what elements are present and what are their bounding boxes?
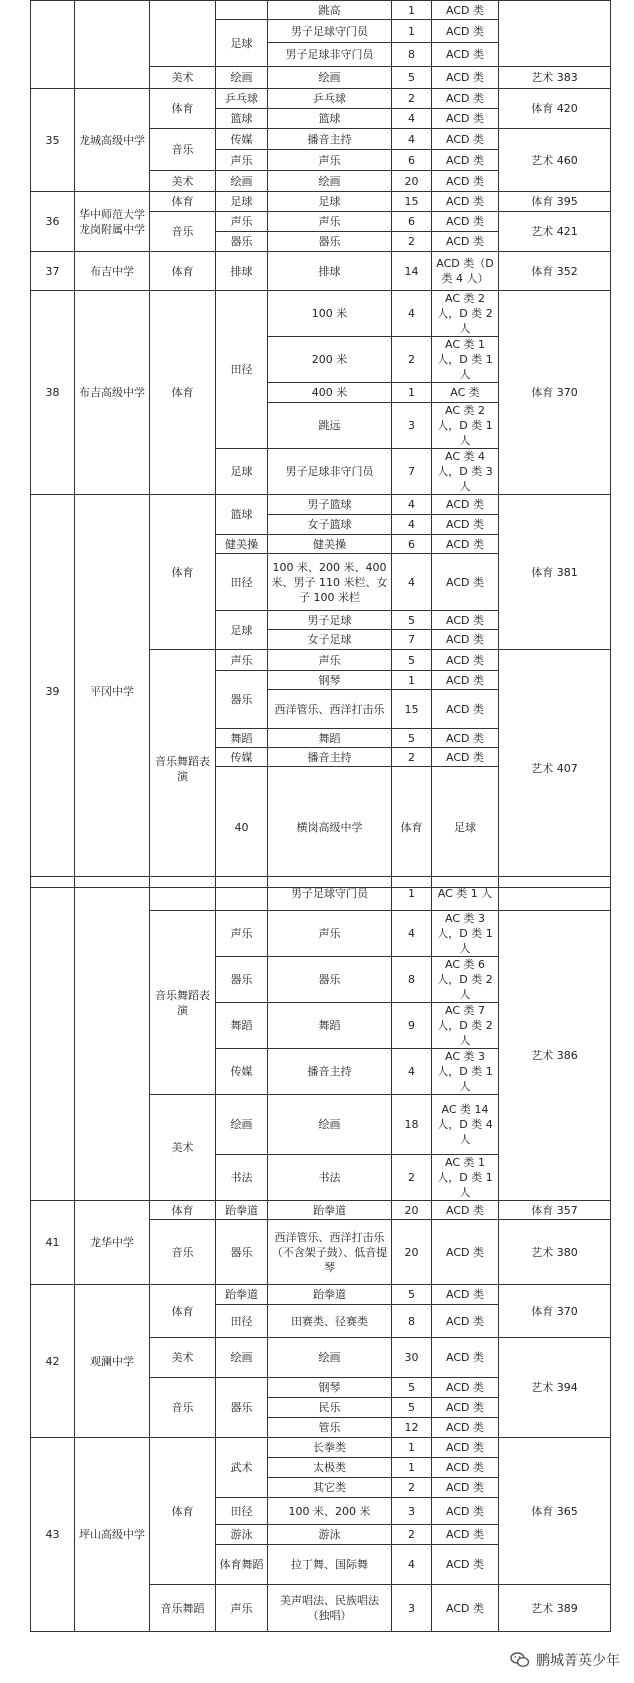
quota-cell: 3 bbox=[392, 1498, 432, 1525]
project-cell: 播音主持 bbox=[268, 1049, 392, 1095]
type-cell: ACD 类 bbox=[432, 611, 499, 630]
subcategory-cell bbox=[216, 877, 268, 911]
project-cell: 健美操 bbox=[268, 535, 392, 554]
subcategory-cell: 舞蹈 bbox=[216, 729, 268, 748]
subcategory-cell: 田径 bbox=[216, 291, 268, 449]
project-cell: 绘画 bbox=[268, 67, 392, 89]
subcategory-cell: 绘画 bbox=[216, 171, 268, 192]
school-name-cell: 观澜中学 bbox=[75, 1285, 150, 1438]
type-cell: ACD 类（D 类 4 人） bbox=[432, 252, 499, 291]
quota-cell: 4 bbox=[392, 515, 432, 535]
category-cell bbox=[150, 1, 216, 67]
quota-cell: 5 bbox=[392, 67, 432, 89]
score-cell: 艺术 380 bbox=[499, 1220, 611, 1285]
quota-cell: 14 bbox=[392, 252, 432, 291]
type-cell: ACD 类 bbox=[432, 1285, 499, 1305]
project-cell: 男子足球守门员 bbox=[268, 877, 392, 911]
subcategory-cell: 声乐 bbox=[216, 1585, 268, 1632]
quota-cell: 4 bbox=[392, 495, 432, 515]
quota-cell: 6 bbox=[392, 212, 432, 232]
type-cell: ACD 类 bbox=[432, 1478, 499, 1498]
project-cell: 女子篮球 bbox=[268, 515, 392, 535]
school-name-cell bbox=[75, 877, 150, 1201]
subcategory-cell: 声乐 bbox=[216, 150, 268, 171]
quota-cell: 2 bbox=[392, 748, 432, 767]
project-cell: 西洋管乐、西洋打击乐 bbox=[268, 690, 392, 729]
project-cell: 播音主持 bbox=[268, 748, 392, 767]
subcategory-cell: 器乐 bbox=[216, 957, 268, 1003]
category-cell: 美术 bbox=[150, 1338, 216, 1378]
quota-cell: 1 bbox=[392, 1438, 432, 1458]
school-number-cell: 40 bbox=[216, 767, 268, 888]
quota-cell: 7 bbox=[392, 630, 432, 650]
quota-cell: 3 bbox=[392, 403, 432, 449]
subcategory-cell: 足球 bbox=[216, 192, 268, 212]
score-cell: 艺术 407 bbox=[499, 650, 611, 888]
project-cell: 舞蹈 bbox=[268, 729, 392, 748]
project-cell: 200 米 bbox=[268, 337, 392, 383]
type-cell: ACD 类 bbox=[432, 150, 499, 171]
project-cell: 钢琴 bbox=[268, 671, 392, 690]
score-cell: 体育 357 bbox=[499, 1201, 611, 1220]
type-cell: ACD 类 bbox=[432, 1220, 499, 1285]
quota-cell: 1 bbox=[392, 1458, 432, 1478]
project-cell: 女子足球 bbox=[268, 630, 392, 650]
quota-cell: 15 bbox=[392, 690, 432, 729]
school-name-cell: 布吉高级中学 bbox=[75, 291, 150, 495]
project-cell: 男子足球 bbox=[268, 611, 392, 630]
type-cell: ACD 类 bbox=[432, 748, 499, 767]
quota-cell: 5 bbox=[392, 729, 432, 748]
score-cell: 体育 370 bbox=[499, 1285, 611, 1338]
subcategory-cell: 体育舞蹈 bbox=[216, 1545, 268, 1585]
school-name-cell: 龙华中学 bbox=[75, 1201, 150, 1285]
subcategory-cell: 足球 bbox=[216, 611, 268, 650]
school-name-cell: 龙城高级中学 bbox=[75, 89, 150, 192]
project-cell: 太极类 bbox=[268, 1458, 392, 1478]
quota-cell: 2 bbox=[392, 1478, 432, 1498]
school-name-cell: 横岗高级中学 bbox=[268, 767, 392, 888]
school-number-cell: 35 bbox=[31, 89, 75, 192]
score-cell: 体育 352 bbox=[499, 252, 611, 291]
type-cell: ACD 类 bbox=[432, 1585, 499, 1632]
project-cell: 400 米 bbox=[268, 383, 392, 403]
type-cell: ACD 类 bbox=[432, 89, 499, 109]
type-cell: ACD 类 bbox=[432, 129, 499, 150]
quota-cell: 2 bbox=[392, 1155, 432, 1201]
score-cell: 体育 370 bbox=[499, 291, 611, 495]
type-cell: ACD 类 bbox=[432, 1525, 499, 1545]
quota-cell: 20 bbox=[392, 1201, 432, 1220]
category-cell: 体育 bbox=[392, 767, 432, 888]
quota-cell: 6 bbox=[392, 150, 432, 171]
category-cell: 体育 bbox=[150, 192, 216, 212]
project-cell: 管乐 bbox=[268, 1418, 392, 1438]
category-cell: 美术 bbox=[150, 1095, 216, 1201]
project-cell: 播音主持 bbox=[268, 129, 392, 150]
school-name-cell: 布吉中学 bbox=[75, 252, 150, 291]
subcategory-cell: 绘画 bbox=[216, 1095, 268, 1155]
type-cell: AC 类 6 人，D 类 2 人 bbox=[432, 957, 499, 1003]
table-row bbox=[31, 495, 611, 515]
quota-cell: 15 bbox=[392, 192, 432, 212]
project-cell: 游泳 bbox=[268, 1525, 392, 1545]
project-cell: 足球 bbox=[268, 192, 392, 212]
project-cell: 器乐 bbox=[268, 232, 392, 252]
wechat-icon bbox=[510, 1652, 530, 1668]
subcategory-cell: 田径 bbox=[216, 1498, 268, 1525]
type-cell: ACD 类 bbox=[432, 1418, 499, 1438]
score-cell: 体育 395 bbox=[499, 192, 611, 212]
project-cell: 男子篮球 bbox=[268, 495, 392, 515]
subcategory-cell: 器乐 bbox=[216, 232, 268, 252]
type-cell: ACD 类 bbox=[432, 212, 499, 232]
type-cell: ACD 类 bbox=[432, 1305, 499, 1338]
subcategory-cell: 武术 bbox=[216, 1438, 268, 1498]
category-cell: 音乐 bbox=[150, 212, 216, 252]
type-cell: ACD 类 bbox=[432, 171, 499, 192]
type-cell: ACD 类 bbox=[432, 630, 499, 650]
admissions-table-bottom bbox=[30, 876, 611, 1632]
category-cell: 体育 bbox=[150, 495, 216, 650]
subcategory-cell: 跆拳道 bbox=[216, 1201, 268, 1220]
project-cell: 100 米、200 米 bbox=[268, 1498, 392, 1525]
quota-cell: 5 bbox=[392, 611, 432, 630]
type-cell: AC 类 4 人，D 类 3 人 bbox=[432, 449, 499, 495]
type-cell: ACD 类 bbox=[432, 20, 499, 43]
type-cell: ACD 类 bbox=[432, 1201, 499, 1220]
quota-cell: 8 bbox=[392, 957, 432, 1003]
subcategory-cell: 篮球 bbox=[216, 495, 268, 535]
project-cell: 100 米 bbox=[268, 291, 392, 337]
quota-cell: 1 bbox=[392, 1, 432, 20]
category-cell: 体育 bbox=[150, 1201, 216, 1220]
subcategory-cell: 声乐 bbox=[216, 911, 268, 957]
project-cell: 男子足球非守门员 bbox=[268, 449, 392, 495]
type-cell: ACD 类 bbox=[432, 495, 499, 515]
score-cell: 艺术 460 bbox=[499, 129, 611, 192]
subcategory-cell: 传媒 bbox=[216, 1049, 268, 1095]
quota-cell: 2 bbox=[392, 232, 432, 252]
project-cell: 声乐 bbox=[268, 650, 392, 671]
school-number-cell: 42 bbox=[31, 1285, 75, 1438]
category-cell: 体育 bbox=[150, 89, 216, 129]
project-cell: 男子足球守门员 bbox=[268, 20, 392, 43]
type-cell: ACD 类 bbox=[432, 671, 499, 690]
score-cell: 体育 381 bbox=[499, 495, 611, 650]
category-cell: 音乐舞蹈 bbox=[150, 1585, 216, 1632]
subcategory-cell: 田径 bbox=[216, 1305, 268, 1338]
type-cell: ACD 类 bbox=[432, 1338, 499, 1378]
subcategory-cell: 器乐 bbox=[216, 1378, 268, 1438]
project-cell: 长拳类 bbox=[268, 1438, 392, 1458]
project-cell: 其它类 bbox=[268, 1478, 392, 1498]
project-cell: 声乐 bbox=[268, 212, 392, 232]
type-cell: ACD 类 bbox=[432, 515, 499, 535]
category-cell: 体育 bbox=[150, 1285, 216, 1338]
subcategory-cell: 足球 bbox=[216, 449, 268, 495]
project-cell: 绘画 bbox=[268, 171, 392, 192]
quota-cell: 5 bbox=[392, 1398, 432, 1418]
subcategory-cell: 传媒 bbox=[216, 748, 268, 767]
type-cell: ACD 类 bbox=[432, 1, 499, 20]
type-cell: ACD 类 bbox=[432, 690, 499, 729]
school-name-cell: 平冈中学 bbox=[75, 495, 150, 888]
project-cell: 声乐 bbox=[268, 911, 392, 957]
project-cell: 跆拳道 bbox=[268, 1201, 392, 1220]
table-row bbox=[31, 1201, 611, 1220]
type-cell: AC 类 7 人，D 类 2 人 bbox=[432, 1003, 499, 1049]
quota-cell: 5 bbox=[392, 1378, 432, 1398]
type-cell: ACD 类 bbox=[432, 1438, 499, 1458]
type-cell: AC 类 1 人，D 类 1 人 bbox=[432, 1155, 499, 1201]
subcategory-cell: 篮球 bbox=[216, 109, 268, 129]
quota-cell: 2 bbox=[392, 89, 432, 109]
type-cell: ACD 类 bbox=[432, 1545, 499, 1585]
watermark bbox=[510, 1650, 620, 1670]
subcategory-cell: 绘画 bbox=[216, 1338, 268, 1378]
table-row bbox=[31, 89, 611, 109]
project-cell: 100 米、200 米、400 米、男子 110 米栏、女子 100 米栏 bbox=[268, 554, 392, 611]
type-cell: ACD 类 bbox=[432, 1398, 499, 1418]
quota-cell: 4 bbox=[392, 1049, 432, 1095]
table-row bbox=[31, 291, 611, 337]
subcategory-cell: 器乐 bbox=[216, 1220, 268, 1285]
quota-cell: 3 bbox=[392, 1585, 432, 1632]
type-cell: AC 类 1 人，D 类 1 人 bbox=[432, 337, 499, 383]
type-cell: AC 类 3 人，D 类 1 人 bbox=[432, 911, 499, 957]
table-row bbox=[31, 252, 611, 291]
school-number-cell: 43 bbox=[31, 1438, 75, 1632]
score-cell: 体育 365 bbox=[499, 1438, 611, 1585]
subcategory-cell: 器乐 bbox=[216, 671, 268, 729]
quota-cell: 9 bbox=[392, 1003, 432, 1049]
project-cell: 器乐 bbox=[268, 957, 392, 1003]
quota-cell: 4 bbox=[392, 291, 432, 337]
quota-cell: 2 bbox=[392, 1525, 432, 1545]
subcategory-cell: 舞蹈 bbox=[216, 1003, 268, 1049]
subcategory-cell: 田径 bbox=[216, 554, 268, 611]
subcategory-cell: 书法 bbox=[216, 1155, 268, 1201]
school-number-cell: 41 bbox=[31, 1201, 75, 1285]
quota-cell: 20 bbox=[392, 171, 432, 192]
quota-cell: 8 bbox=[392, 43, 432, 67]
table-row bbox=[31, 877, 611, 911]
quota-cell: 18 bbox=[392, 1095, 432, 1155]
category-cell: 音乐 bbox=[150, 1378, 216, 1438]
type-cell: ACD 类 bbox=[432, 192, 499, 212]
subcategory-cell: 乒乓球 bbox=[216, 89, 268, 109]
project-cell: 乒乓球 bbox=[268, 89, 392, 109]
score-cell: 艺术 386 bbox=[499, 911, 611, 1201]
score-cell: 艺术 394 bbox=[499, 1338, 611, 1438]
project-cell: 男子足球非守门员 bbox=[268, 43, 392, 67]
type-cell: ACD 类 bbox=[432, 729, 499, 748]
school-number-cell: 36 bbox=[31, 192, 75, 252]
quota-cell: 1 bbox=[392, 671, 432, 690]
subcategory-cell bbox=[216, 1, 268, 20]
type-cell: AC 类 2 人，D 类 2 人 bbox=[432, 291, 499, 337]
school-number-cell bbox=[31, 1, 75, 89]
subcategory-cell: 跆拳道 bbox=[216, 1285, 268, 1305]
school-number-cell: 39 bbox=[31, 495, 75, 888]
score-cell bbox=[499, 877, 611, 911]
category-cell: 音乐 bbox=[150, 1220, 216, 1285]
project-cell: 跳远 bbox=[268, 403, 392, 449]
quota-cell: 4 bbox=[392, 129, 432, 150]
project-cell: 舞蹈 bbox=[268, 1003, 392, 1049]
school-number-cell bbox=[31, 877, 75, 1201]
subcategory-cell: 声乐 bbox=[216, 650, 268, 671]
quota-cell: 4 bbox=[392, 1545, 432, 1585]
category-cell: 美术 bbox=[150, 67, 216, 89]
type-cell: AC 类 3 人，D 类 1 人 bbox=[432, 1049, 499, 1095]
school-number-cell: 38 bbox=[31, 291, 75, 495]
type-cell: ACD 类 bbox=[432, 232, 499, 252]
type-cell: AC 类 1 人 bbox=[432, 877, 499, 911]
category-cell: 音乐舞蹈表演 bbox=[150, 911, 216, 1095]
subcategory-cell: 足球 bbox=[216, 20, 268, 67]
type-cell: ACD 类 bbox=[432, 1498, 499, 1525]
quota-cell: 8 bbox=[392, 1305, 432, 1338]
table-row bbox=[31, 1, 611, 20]
watermark-text: 鹏城菁英少年 bbox=[536, 1653, 620, 1669]
category-cell: 体育 bbox=[150, 291, 216, 495]
quota-cell: 4 bbox=[392, 911, 432, 957]
quota-cell: 30 bbox=[392, 1338, 432, 1378]
table-row bbox=[31, 1285, 611, 1305]
subcategory-cell: 传媒 bbox=[216, 129, 268, 150]
quota-cell: 1 bbox=[392, 383, 432, 403]
type-cell: ACD 类 bbox=[432, 67, 499, 89]
quota-cell: 12 bbox=[392, 1418, 432, 1438]
quota-cell: 20 bbox=[392, 1220, 432, 1285]
category-cell: 体育 bbox=[150, 1438, 216, 1585]
project-cell: 篮球 bbox=[268, 109, 392, 129]
score-cell: 艺术 383 bbox=[499, 67, 611, 89]
category-cell: 美术 bbox=[150, 171, 216, 192]
quota-cell: 4 bbox=[392, 554, 432, 611]
quota-cell: 2 bbox=[392, 337, 432, 383]
project-cell: 西洋管乐、西洋打击乐（不含架子鼓）、低音提琴 bbox=[268, 1220, 392, 1285]
quota-cell: 7 bbox=[392, 449, 432, 495]
admissions-table-top bbox=[30, 0, 611, 888]
project-cell: 绘画 bbox=[268, 1095, 392, 1155]
quota-cell: 6 bbox=[392, 535, 432, 554]
score-cell bbox=[499, 1, 611, 67]
category-cell: 音乐 bbox=[150, 129, 216, 171]
subcategory-cell: 声乐 bbox=[216, 212, 268, 232]
type-cell: AC 类 bbox=[432, 383, 499, 403]
project-cell: 跳高 bbox=[268, 1, 392, 20]
project-cell: 绘画 bbox=[268, 1338, 392, 1378]
subcategory-cell: 健美操 bbox=[216, 535, 268, 554]
score-cell: 艺术 421 bbox=[499, 212, 611, 252]
project-cell: 民乐 bbox=[268, 1398, 392, 1418]
quota-cell: 5 bbox=[392, 650, 432, 671]
category-cell bbox=[150, 877, 216, 911]
school-name-cell: 华中师范大学龙岗附属中学 bbox=[75, 192, 150, 252]
project-cell: 跆拳道 bbox=[268, 1285, 392, 1305]
type-cell: ACD 类 bbox=[432, 554, 499, 611]
project-cell: 声乐 bbox=[268, 150, 392, 171]
project-cell: 书法 bbox=[268, 1155, 392, 1201]
subcategory-cell: 排球 bbox=[216, 252, 268, 291]
category-cell: 体育 bbox=[150, 252, 216, 291]
type-cell: ACD 类 bbox=[432, 1458, 499, 1478]
project-cell: 田赛类、径赛类 bbox=[268, 1305, 392, 1338]
project-cell: 钢琴 bbox=[268, 1378, 392, 1398]
type-cell: ACD 类 bbox=[432, 650, 499, 671]
table-row bbox=[31, 192, 611, 212]
school-number-cell: 37 bbox=[31, 252, 75, 291]
project-cell: 拉丁舞、国际舞 bbox=[268, 1545, 392, 1585]
quota-cell: 4 bbox=[392, 109, 432, 129]
score-cell: 艺术 389 bbox=[499, 1585, 611, 1632]
subcategory-cell: 足球 bbox=[432, 767, 499, 888]
table-row bbox=[31, 1438, 611, 1458]
school-name-cell bbox=[75, 1, 150, 89]
type-cell: ACD 类 bbox=[432, 1378, 499, 1398]
type-cell: ACD 类 bbox=[432, 535, 499, 554]
quota-cell: 5 bbox=[392, 1285, 432, 1305]
type-cell: AC 类 2 人，D 类 1 人 bbox=[432, 403, 499, 449]
type-cell: AC 类 14 人，D 类 4 人 bbox=[432, 1095, 499, 1155]
type-cell: ACD 类 bbox=[432, 43, 499, 67]
type-cell: ACD 类 bbox=[432, 109, 499, 129]
quota-cell: 1 bbox=[392, 20, 432, 43]
subcategory-cell: 绘画 bbox=[216, 67, 268, 89]
project-cell: 美声唱法、民族唱法（独唱） bbox=[268, 1585, 392, 1632]
score-cell: 体育 420 bbox=[499, 89, 611, 129]
quota-cell: 1 bbox=[392, 877, 432, 911]
subcategory-cell: 游泳 bbox=[216, 1525, 268, 1545]
project-cell: 排球 bbox=[268, 252, 392, 291]
category-cell: 音乐舞蹈表演 bbox=[150, 650, 216, 888]
school-name-cell: 坪山高级中学 bbox=[75, 1438, 150, 1632]
